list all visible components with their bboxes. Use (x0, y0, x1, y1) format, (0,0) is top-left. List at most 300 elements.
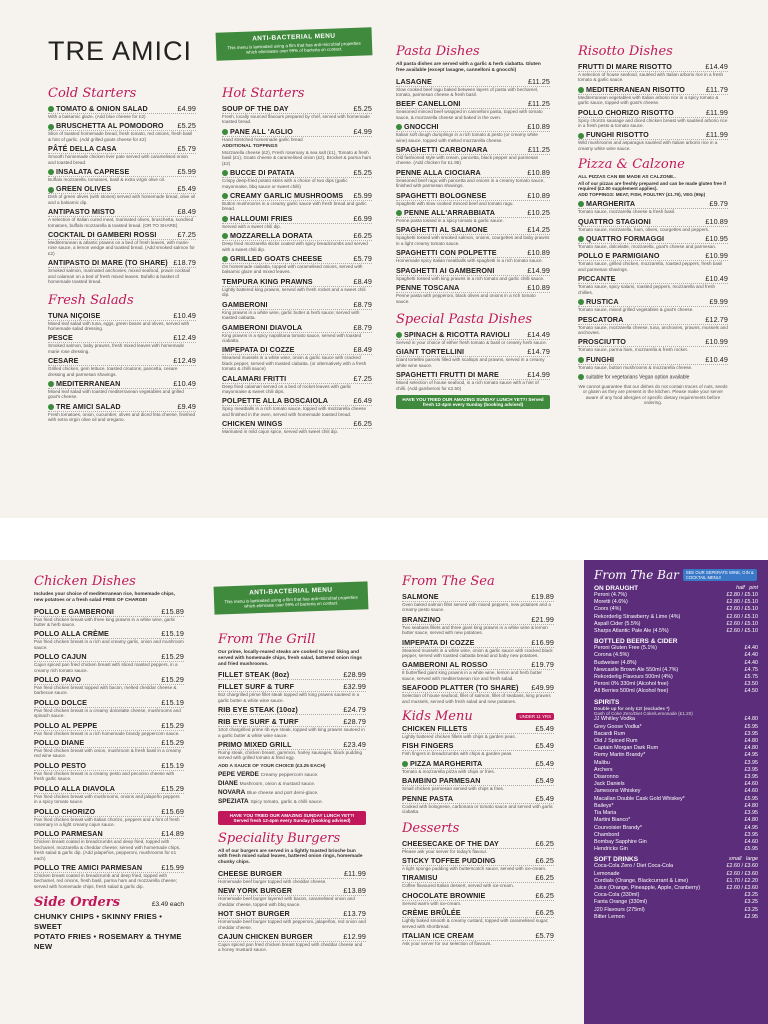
item-name: POLLO ALLA DIAVOLA (34, 783, 115, 793)
item-description: Lightly battered king prawns, served with fresh rocket and a sweet chili dip. (222, 286, 366, 298)
drink-row (594, 796, 758, 803)
menu-item (34, 652, 184, 673)
drink-price: £4.95 (744, 752, 758, 759)
item-price: £4.99 (353, 126, 372, 136)
item-name-wrap (396, 168, 481, 177)
item-name: POLLO CHORIZO RISOTTO (578, 107, 674, 117)
item-name: POLLO ALLA CRÈME (34, 629, 109, 639)
item-name-row (34, 863, 184, 873)
drink-row (594, 760, 758, 767)
item-description: Served with a sweet chili dip. (222, 223, 281, 229)
item-name-row (48, 144, 196, 154)
drink-price: £4.60 (744, 838, 758, 845)
menu-item (402, 615, 554, 636)
item-description: Tomato sauce, grilled chicken, mozzarella, roasted peppers, fresh basil and parmesan shavings. (578, 261, 723, 272)
item-price: £8.79 (353, 322, 372, 332)
drink-name: Peroni (4.7%) (594, 592, 627, 598)
item-name-wrap (402, 683, 519, 692)
spirits-note: Double up for only £2! (excludes *) (594, 705, 670, 711)
menu-item (578, 274, 728, 295)
item-name: PENNE TOSCANA (396, 283, 460, 293)
item-name-wrap (402, 873, 438, 882)
item-description: Homemade beef burger topped with pepperoni, jalapeños, red onion and cheddar cheese. (218, 919, 366, 930)
section-title-grill: From The Grill (218, 632, 316, 647)
menu-item (222, 277, 372, 298)
col-small: small (728, 856, 742, 863)
menu-item (222, 345, 372, 371)
vegetarian-icon (578, 299, 584, 305)
item-name: PIZZA MARGHERITA (410, 758, 483, 768)
item-description: Slow cooked beef ragu baked between layers of pasta with bechamel, tomato, parmesan cheese & fresh basil. (396, 86, 539, 97)
item-description: 8oz chargrilled prime fillet steak topped with king prawns sauteed in a garlic butter & white wine sauce. (218, 692, 360, 703)
drink-row (594, 892, 758, 899)
drink-price: £4.95 (744, 824, 758, 831)
menu-item (402, 931, 554, 946)
col-half: half (736, 585, 745, 591)
item-description: Smooth homemade chicken liver pate served with caramelised onion and toasted bread. (48, 154, 188, 165)
item-description: 10oz chargrilled prime rib eye steak, topped with king prawns sauteed in a garlic butter & white wine sauce. (218, 727, 365, 738)
drink-row (594, 688, 758, 695)
column-hot-starters (222, 82, 372, 514)
item-name: RIB EYE STEAK (218, 705, 275, 715)
item-name-wrap (48, 184, 111, 193)
drink-row (594, 810, 758, 817)
menu-item (396, 347, 550, 368)
item-description: Tomato sauce, parma ham, mozzarella & fresh rocket. (578, 347, 689, 353)
item-price: £10.49 (173, 310, 196, 320)
item-name: SPINACH & RICOTTA RAVIOLI (404, 329, 510, 339)
drink-name: Corona (4.5%) (594, 652, 630, 659)
item-name-wrap (578, 234, 664, 243)
drink-name: Rekorderlig Strawberry & Lime (4%) (594, 613, 681, 620)
item-name: FUNGHI RISOTTO (586, 130, 649, 140)
menu-item (396, 122, 550, 143)
menu-item (48, 121, 196, 142)
vegetarian-icon (578, 374, 584, 380)
burgers-note: All of our burgers are served in a lightly toasted brioche bun with fresh mixed salad leaves, battered onion rings, homemade chunky chips. (218, 848, 363, 866)
menu-item (402, 660, 554, 681)
menu-item (218, 932, 366, 953)
menu-item (396, 225, 550, 246)
item-price: £5.25 (177, 121, 196, 131)
item-name: BRANZINO (402, 614, 441, 624)
item-name-row (48, 167, 196, 177)
sides-line-2: POTATO FRIES • ROSEMARY & THYME NEW (34, 932, 182, 952)
item-price: £18.79 (173, 258, 196, 268)
item-description: Served in your choice of either fresh tomato & basil or creamy herb sauce. (396, 339, 547, 345)
item-name: FILLET SURF & TURF (218, 682, 295, 692)
menu-item (48, 104, 196, 119)
item-name: QUATTRO STAGIONI (578, 216, 651, 226)
item-description: Tomato sauce, spicy salami, roasted peppers, mozzarella and fresh chillies. (578, 284, 716, 295)
item-description: Tomato sauce, dolcelatte, mozzarella, goat's cheese and parmesan. (578, 244, 717, 250)
item-name: BRUSCHETTA AL POMODORO (56, 121, 164, 131)
sauce-name: NOVARA (218, 788, 246, 796)
item-price: £15.29 (161, 738, 184, 748)
menu-item (396, 145, 550, 166)
item-name-row (396, 330, 550, 340)
item-name-row (402, 891, 554, 901)
drink-price: £2.60 / £5.10 (726, 620, 758, 627)
item-price: £19.79 (531, 660, 554, 670)
item-description: Served warm with ice-cream. (402, 900, 462, 906)
draught-list (594, 592, 758, 635)
item-name-row (48, 333, 196, 343)
item-name: PRIMO MIXED GRILL (218, 740, 292, 750)
item-name: CREAMY GARLIC MUSHROOMS (230, 191, 344, 201)
item-name-row (578, 234, 728, 244)
vegetarian-icon (48, 124, 54, 130)
item-name-wrap (218, 717, 299, 726)
menu-item (218, 705, 366, 715)
item-description: Pan fried chicken breast topped with bacon, melted cheddar cheese & barbecue sauce. (34, 685, 177, 696)
hot-starters-list-2 (222, 168, 372, 434)
item-price: £4.99 (177, 104, 196, 113)
drink-price: £4.60 (744, 788, 758, 795)
item-name-row (578, 274, 728, 284)
item-name-row (222, 323, 372, 333)
menu-item (402, 794, 554, 815)
item-name-wrap (222, 127, 293, 136)
item-description: Seasoned beef ragu with pancetta and onions in a creamy tomato sauce, finished with parmesan shavings. (396, 177, 545, 189)
item-name: SPAGHETTI FRUTTI DI MARE (396, 370, 499, 380)
item-name-wrap (218, 740, 292, 749)
item-name-row (402, 931, 554, 941)
section-title-fresh-salads: Fresh Salads (48, 292, 134, 308)
pizza-list (578, 199, 728, 370)
item-name-wrap (48, 333, 73, 342)
drink-row (594, 731, 758, 738)
drink-price: £3.25 (744, 906, 758, 913)
chicken-list (34, 607, 184, 890)
vegetarian-icon (48, 404, 54, 410)
item-description: Homemade beef burger layered with bacon, caramelised onion and cheddar cheese, topped with bbq sauce. (218, 896, 355, 907)
item-name-wrap (396, 208, 495, 217)
drink-price: £3.95 (744, 759, 758, 766)
drink-price: £3.95 (744, 810, 758, 817)
item-description: A selection of house seafood, sautéed with Italian arborio rice in a fresh tomato & garlic sauce. (578, 72, 724, 83)
item-name-row (402, 683, 554, 693)
item-name-row (402, 638, 554, 648)
item-name-row (396, 266, 550, 276)
drink-price: £4.50 (744, 688, 758, 695)
item-description: Tomato sauce, mozzarella cheese, tuna, anchovies, prawns, mussels and anchovies. (578, 324, 728, 335)
item-price: £10.99 (705, 251, 728, 261)
item-description: Grilled chicken, gem lettuce, toasted croutons, pancetta, cesare dressing and parmesan shavings. (48, 366, 178, 377)
item-name-wrap (48, 230, 156, 239)
menu-item (396, 330, 550, 345)
item-name: BUCCE DI PATATA (230, 168, 295, 178)
item-name-wrap (222, 104, 289, 113)
item-name-row (402, 856, 554, 866)
item-price: £13.89 (343, 886, 366, 896)
item-price: £10.49 (705, 354, 728, 364)
item-name-row (578, 355, 728, 365)
item-name: PROSCIUTTO (578, 337, 626, 347)
item-name-wrap (222, 254, 322, 263)
item-description: Giant tortellini parcels filled with scallops and prawns, served in a creamy white wine sauce. (396, 357, 545, 368)
item-price: £7.25 (177, 230, 196, 240)
drink-name: Jamesons Whiskey (594, 788, 641, 795)
item-name-wrap (218, 869, 282, 878)
menu-item (34, 738, 184, 759)
drink-price: £3.95 (744, 730, 758, 737)
drink-row (594, 774, 758, 781)
item-description: Cooked with bolognese, carbonara or tomato sauce and served with garlic ciabatta. (402, 803, 553, 815)
item-price: £6.25 (353, 419, 372, 429)
item-name-row (48, 356, 196, 366)
item-name-row (402, 660, 554, 670)
item-name: GRILLED GOATS CHEESE (230, 254, 323, 264)
section-title-bar: From The Bar (594, 568, 679, 582)
item-description: Fish fingers in breadcrumbs with chips & garden peas. (402, 751, 513, 757)
item-name-row (396, 145, 550, 155)
item-price: £49.99 (531, 683, 554, 693)
item-name-row (402, 615, 554, 625)
item-name-row (222, 127, 372, 137)
item-name-row (396, 122, 550, 132)
item-name-wrap (578, 297, 619, 306)
item-name: GNOCCHI (404, 122, 439, 132)
vegetarian-icon (578, 236, 584, 242)
item-description: Mixed selection of house seafood, in a rich tomato sauce with a hint of chilli. (Add gamberoni for £2.50) (396, 380, 539, 391)
menu-item (34, 863, 184, 889)
item-name-row (34, 738, 184, 748)
item-description: Pan fried chicken breast with onion, mushroom & fresh basil in a creamy red wine sauce. (34, 748, 182, 759)
item-name-row (34, 629, 184, 639)
item-name-row (34, 652, 184, 662)
item-name-wrap (48, 121, 164, 130)
item-description: Hand stretched homemade garlic bread (222, 136, 303, 142)
item-name: MOZZARELLA DORATA (230, 231, 313, 241)
item-name-wrap (222, 277, 313, 286)
sauce-list (218, 771, 366, 807)
menu-item (48, 379, 196, 400)
col-pint: pint (749, 585, 758, 591)
menu-item (578, 130, 728, 151)
drink-row (594, 621, 758, 628)
item-name-wrap (578, 337, 626, 346)
drink-name: Old J Spiced Rum (594, 738, 638, 745)
item-description: 8 butterflied giant king prawns in a white wine, lemon and herb butter sauce, served with mediterranean rice and fresh salad. (402, 670, 542, 681)
item-name: STICKY TOFFEE PUDDING (402, 855, 496, 865)
item-price: £11.99 (705, 107, 728, 117)
item-name-wrap (222, 191, 343, 200)
item-price: £6.25 (535, 838, 554, 848)
menu-item (578, 62, 728, 83)
drink-name: Jack Daniels (594, 781, 625, 788)
item-name: SPAGHETTI CARBONARA (396, 145, 488, 155)
item-name-wrap (396, 122, 439, 131)
item-name-row (396, 347, 550, 357)
soft-title: SOFT DRINKS (594, 856, 639, 864)
draught-cols (736, 585, 758, 592)
item-description: Old fashioned style with cream, pancetta, black pepper and parmesan cheese. (Add chicken for £1.95) (396, 155, 539, 166)
item-name-wrap (34, 738, 84, 747)
grill-list (218, 670, 366, 760)
drink-row (594, 745, 758, 752)
item-name-wrap (34, 807, 95, 816)
item-price: £10.89 (527, 283, 550, 293)
drink-name: Aspall Cider (5.5%) (594, 620, 641, 627)
drink-name: Bacardi Rum (594, 730, 626, 737)
item-description: Tomato sauce, mozzarella, ham, olives, courgettes and peppers. (578, 226, 710, 232)
banner-title: ANTI-BACTERIAL MENU (252, 32, 336, 43)
item-name: PANE ALL 'AGLIO (230, 126, 293, 136)
item-description: Mediterranean & atlantic prawns on a bed of fresh leaves, with marie-rose sauce, a lemon wedge and toasted bread. (Add smoked salmon for £2) (48, 240, 195, 256)
allergy-notice: We cannot guarantee that our dishes do not contain traces of nuts, seeds or gluten as they are present in the kitchen. Please make your server aware of any food allergies or specific dietary requirements before ordering. (578, 383, 728, 406)
menu-item (222, 214, 372, 229)
risotto-list (578, 62, 728, 151)
drink-name: Disaronno (594, 774, 619, 781)
menu-item (402, 873, 554, 888)
item-name-row (218, 682, 366, 692)
item-description: Deep fried mozzarella sticks coated with spicy breadcrumbs and served with a sweet chili dip. (222, 241, 368, 252)
item-price: £6.25 (535, 873, 554, 883)
vegetarian-icon (222, 170, 228, 176)
chicken-note: Includes your choice of mediterranean rice, homemade chips, new potatoes or a fresh salad FREE OF CHARGE! (34, 592, 176, 603)
drink-row (594, 652, 758, 659)
item-name: SOUP OF THE DAY (222, 104, 289, 113)
item-name-row (578, 315, 728, 325)
drink-row (594, 667, 758, 674)
item-price: £19.89 (531, 592, 554, 601)
drink-name: Baileys* (594, 802, 614, 809)
drink-price: £4.75 (744, 666, 758, 673)
item-name-wrap (34, 829, 103, 838)
item-price: £12.49 (173, 356, 196, 366)
drink-row (594, 645, 758, 652)
item-price: £14.99 (527, 370, 550, 380)
item-price: £14.49 (705, 62, 728, 71)
item-name: BAMBINO PARMESAN (402, 776, 481, 786)
menu-item (34, 629, 184, 650)
item-price: £5.49 (177, 184, 196, 194)
sunday-lunch-promo-bottom: HAVE YOU TRIED OUR AMAZING SUNDAY LUNCH YET?! Served fresh 12-4pm every Sunday (booking advised) (218, 811, 366, 825)
item-name: ANTIPASTO DI MARE (TO SHARE) (48, 258, 168, 268)
item-price: £15.29 (161, 720, 184, 730)
item-description: Tomato sauce, mixed grilled vegetables & goat's cheese. (578, 307, 694, 313)
item-name-row (218, 670, 366, 680)
menu-item (396, 191, 550, 206)
item-name: GAMBERONI DIAVOLA (222, 322, 303, 332)
item-name-row (396, 370, 550, 380)
item-name: CESARE (48, 356, 79, 366)
menu-item (34, 607, 184, 628)
column-risotto-pizza (578, 40, 728, 514)
drink-row (594, 871, 758, 878)
item-name-wrap (578, 62, 672, 71)
item-name-wrap (578, 217, 651, 226)
diet-legend-text: suitable for vegetarians Vegan option available (586, 374, 690, 381)
drink-price: £4.80 (744, 716, 758, 723)
item-name-wrap (396, 77, 432, 86)
item-name: POLLO E GAMBERONI (34, 606, 114, 616)
item-price: £11.99 (705, 130, 728, 140)
item-name-wrap (218, 932, 313, 941)
menu-item (48, 230, 196, 256)
item-name-row (222, 214, 372, 224)
item-name-row (218, 705, 366, 715)
item-name: MEDITERRANEAN RISOTTO (586, 84, 686, 94)
item-name: CHICKEN WINGS (222, 419, 283, 429)
item-name-row (48, 258, 196, 268)
item-name: TRE AMICI SALAD (56, 401, 121, 411)
menu-item (222, 374, 372, 395)
drink-price: £3.25 (744, 899, 758, 906)
vegetarian-icon (396, 210, 402, 216)
section-title-chicken: Chicken Dishes (34, 574, 136, 589)
drink-name: Newcastle Brown Ale 550ml (4.7%) (594, 666, 679, 673)
drink-name: Malibu (594, 759, 610, 766)
item-name-wrap (402, 615, 441, 624)
item-description: Homemade spicy Italian meatballs with spaghetti in a rich tomato sauce. (396, 258, 543, 264)
section-title-burgers: Speciality Burgers (218, 830, 341, 846)
bottled-header (594, 638, 758, 645)
drink-name: Remy Martin Brandy* (594, 752, 646, 759)
item-name-row (578, 337, 728, 347)
column-pasta (396, 40, 550, 514)
wine-menu-badge: SEE OUR SEPERATE WINE, GIN & COCKTAIL MENU! (683, 569, 757, 581)
menu-item (218, 909, 366, 930)
sauce-name: DIANE (218, 779, 238, 787)
item-name-row (218, 869, 366, 879)
item-name: CRÈME BRÛLÉE (402, 908, 461, 918)
page-gap (0, 518, 768, 560)
drink-row (594, 738, 758, 745)
menu-item (48, 333, 196, 354)
item-name-row (48, 402, 196, 412)
item-name-wrap (402, 794, 453, 803)
item-name-row (34, 721, 184, 731)
draught-header (594, 585, 758, 592)
sauce-description: Blue cheese and port demi-glace. (247, 790, 319, 796)
menu-item (218, 740, 366, 761)
item-name-wrap (402, 839, 499, 848)
drink-row (594, 899, 758, 906)
item-name-wrap (48, 311, 100, 320)
item-name-row (402, 592, 554, 602)
drink-price: £2.80 / £5.10 (726, 599, 758, 606)
item-name: POLLO TRE AMICI PARMESAN (34, 862, 143, 872)
item-name: FISH FINGERS (402, 741, 454, 751)
drink-price: £4.80 (744, 745, 758, 752)
item-name-wrap (396, 266, 494, 275)
item-price: £12.49 (173, 333, 196, 343)
item-name-row (218, 717, 366, 727)
menu-item (578, 315, 728, 336)
item-price: £5.49 (535, 776, 554, 786)
item-name-wrap (578, 355, 614, 364)
item-description: Ask your server for our selection of flavours. (402, 940, 492, 946)
drink-name: Budweiser (4.8%) (594, 659, 637, 666)
item-name-wrap (402, 759, 482, 768)
item-name: NEW YORK BURGER (218, 886, 293, 896)
spirits-title: SPIRITS (594, 698, 620, 706)
drink-row (594, 825, 758, 832)
item-name-wrap (402, 660, 488, 669)
drink-price: £2.60 / £5.10 (726, 613, 758, 620)
section-title-kids: Kids Menu (402, 709, 473, 725)
item-name: SPAGHETTI AL SALMONE (396, 225, 488, 235)
drink-row (594, 681, 758, 688)
item-price: £15.29 (161, 783, 184, 793)
drink-price: £4.40 (744, 645, 758, 652)
toppings-title: ADDITIONAL TOPPINGS (222, 144, 278, 150)
item-name-wrap (578, 251, 660, 260)
drink-name: Peroni 0% 330ml (Alcohol free) (594, 681, 669, 688)
drink-name: Hendricks Gin (594, 846, 628, 853)
